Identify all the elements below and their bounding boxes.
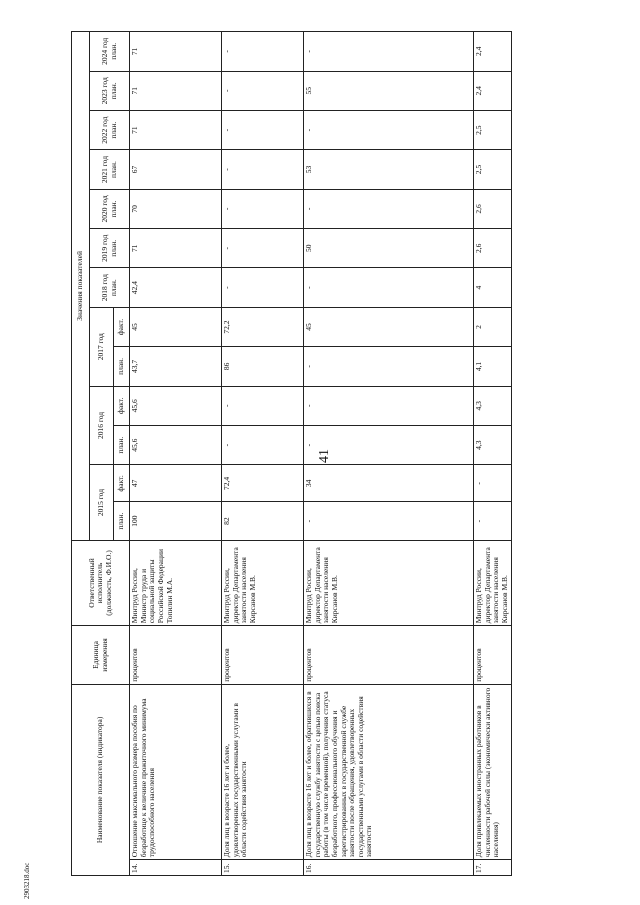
table-row	[130, 32, 222, 876]
value-2017-plan: -	[304, 347, 474, 386]
value-2017-fact: 45	[304, 307, 474, 346]
value-2022-plan: 2,5	[474, 110, 512, 149]
table-row	[474, 32, 512, 876]
value-2015-plan: 82	[222, 502, 304, 540]
indicator-name: Доля лиц в возрасте 16 лет и более, обратившихся в государственную службу занятости с целью поиска работы (в том числе временной), получения статуса безработного, профессионального обучения и зарегистрированных в государственной службе занятости после обращения, удовлетворенных государственными услугами в области содействия занятости	[304, 684, 474, 860]
value-2016-plan: 4,3	[474, 425, 512, 464]
value-2016-plan: -	[304, 425, 474, 464]
header-unit: Единица измерения	[72, 626, 130, 685]
unit-cell: процентов	[474, 626, 512, 685]
value-2020-plan: 70	[130, 189, 222, 228]
header-2016-fact: факт.	[114, 386, 130, 425]
header-year-2017: 2017 год	[90, 307, 114, 386]
header-indicator-name: Наименование показателя (индикатора)	[72, 684, 130, 875]
row-index: 16.	[304, 860, 474, 876]
value-2015-fact: 34	[304, 465, 474, 502]
value-2015-fact: 47	[130, 465, 222, 502]
header-2015-fact: факт.	[114, 465, 130, 502]
value-2023-plan: -	[222, 71, 304, 110]
value-2024-plan: 2,4	[474, 32, 512, 72]
responsible-cell: Минтруд России, директор Департамента занятости населения Кирсанов М.В.	[304, 540, 474, 626]
header-year-2024-plan: 2024 год план.	[90, 32, 130, 72]
row-index: 14.	[130, 860, 222, 876]
table-row	[222, 32, 304, 876]
value-2019-plan: 50	[304, 229, 474, 268]
value-2020-plan: 2,6	[474, 189, 512, 228]
value-2015-plan: 100	[130, 502, 222, 540]
header-year-2016: 2016 год	[90, 386, 114, 465]
value-2016-fact: 4,3	[474, 386, 512, 425]
value-2019-plan: 71	[130, 229, 222, 268]
value-2017-plan: 4,1	[474, 347, 512, 386]
header-2016-plan: план.	[114, 425, 130, 464]
value-2019-plan: 2,6	[474, 229, 512, 268]
header-year-2022-plan: 2022 год план.	[90, 110, 130, 149]
responsible-cell: Минтруд России, Министр труда и социальной защиты Российской Федерации Топилин М.А.	[130, 540, 222, 626]
header-2017-plan: план.	[114, 347, 130, 386]
value-2018-plan: -	[222, 268, 304, 307]
value-2017-plan: 86	[222, 347, 304, 386]
header-2017-fact: факт.	[114, 307, 130, 346]
value-2017-fact: 2	[474, 307, 512, 346]
value-2016-fact: -	[222, 386, 304, 425]
rotated-table-container	[71, 31, 509, 876]
value-2015-fact: -	[474, 465, 512, 502]
page-number: 41	[317, 449, 332, 463]
header-year-2018-plan: 2018 год план.	[90, 268, 130, 307]
row-index: 15.	[222, 860, 304, 876]
value-2017-fact: 72,2	[222, 307, 304, 346]
value-2022-plan: -	[222, 110, 304, 149]
value-2017-plan: 43,7	[130, 347, 222, 386]
value-2024-plan: -	[304, 32, 474, 72]
value-2016-fact: -	[304, 386, 474, 425]
value-2020-plan: -	[222, 189, 304, 228]
header-year-2020-plan: 2020 год план.	[90, 189, 130, 228]
value-2016-plan: -	[222, 425, 304, 464]
document-file-code: 2903218.doc	[23, 862, 31, 899]
value-2021-plan: 2,5	[474, 150, 512, 189]
header-year-2019-plan: 2019 год план.	[90, 229, 130, 268]
value-2016-plan: 45,6	[130, 425, 222, 464]
header-year-2021-plan: 2021 год план.	[90, 150, 130, 189]
value-2021-plan: 53	[304, 150, 474, 189]
responsible-cell: Минтруд России, директор Департамента занятости населения Кирсанов М.В.	[222, 540, 304, 626]
header-2015-plan: план.	[114, 502, 130, 540]
indicator-name: Доля лиц в возрасте 16 лет и более, удовлетворенных государственными услугами в области содействия занятости	[222, 684, 304, 860]
value-2019-plan: -	[222, 229, 304, 268]
value-2020-plan: -	[304, 189, 474, 228]
unit-cell: процентов	[304, 626, 474, 685]
indicators-table	[71, 31, 512, 876]
responsible-cell: Минтруд России, директор Департамента занятости населения Кирсанов М.В.	[474, 540, 512, 626]
header-values: Значения показателей	[72, 32, 90, 541]
value-2023-plan: 71	[130, 71, 222, 110]
header-responsible: Ответственный исполнитель (должность, Ф.И.О.)	[72, 540, 130, 626]
value-2021-plan: -	[222, 150, 304, 189]
indicator-name: Доля привлекаемых иностранных работников в численности рабочей силы (экономически активного населения)	[474, 684, 512, 860]
unit-cell: процентов	[222, 626, 304, 685]
indicator-name: Отношение максимального размера пособия по безработице к величине прожиточного минимума трудоспособного населения	[130, 684, 222, 860]
unit-cell: процентов	[130, 626, 222, 685]
value-2022-plan: -	[304, 110, 474, 149]
value-2015-plan: -	[474, 502, 512, 540]
value-2016-fact: 45,6	[130, 386, 222, 425]
value-2021-plan: 67	[130, 150, 222, 189]
value-2023-plan: 55	[304, 71, 474, 110]
value-2015-fact: 72,4	[222, 465, 304, 502]
header-year-2023-plan: 2023 год план.	[90, 71, 130, 110]
row-index: 17.	[474, 860, 512, 876]
value-2018-plan: 42,4	[130, 268, 222, 307]
table-row	[304, 32, 474, 876]
value-2024-plan: 71	[130, 32, 222, 72]
value-2023-plan: 2,4	[474, 71, 512, 110]
value-2015-plan: -	[304, 502, 474, 540]
value-2018-plan: 4	[474, 268, 512, 307]
value-2017-fact: 45	[130, 307, 222, 346]
value-2022-plan: 71	[130, 110, 222, 149]
header-year-2015: 2015 год	[90, 465, 114, 540]
value-2024-plan: -	[222, 32, 304, 72]
value-2018-plan: -	[304, 268, 474, 307]
